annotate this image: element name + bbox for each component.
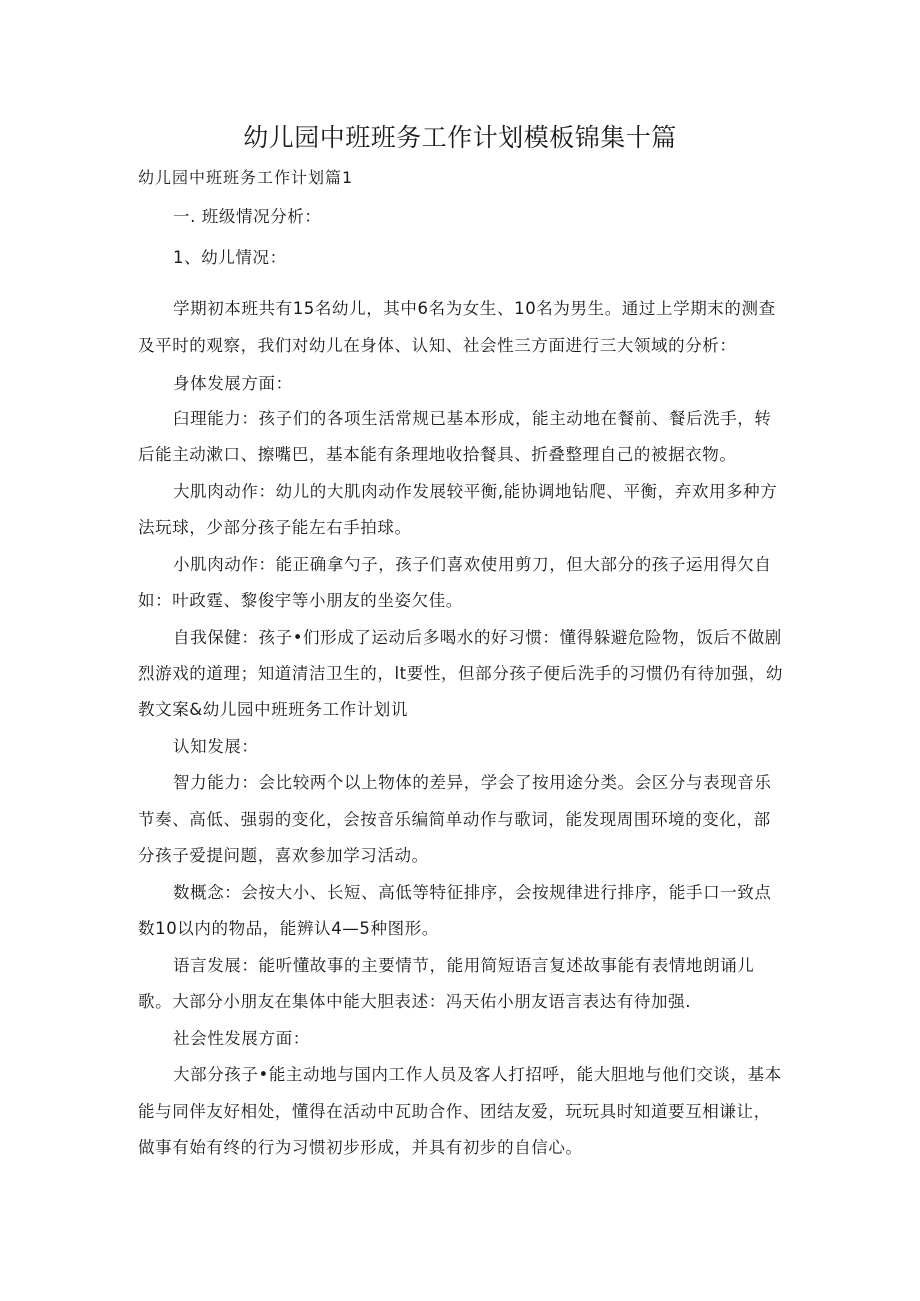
paragraph-line: 教文案&幼儿园中班班务工作计划讥 <box>138 700 408 719</box>
paragraph-line: 做事有始有终的行为习惯初步形成，并具有初步的自信心。 <box>138 1138 583 1157</box>
paragraph-line: 1、幼儿情况： <box>173 248 287 267</box>
paragraph-line: 大肌肉动作：幼儿的大肌肉动作发展较平衡,能协调地钻爬、平衡，弃欢用多种方 <box>173 482 778 501</box>
section-heading: 幼儿园中班班务工作计划篇1 <box>138 168 354 187</box>
paragraph-line: 社会性发展方面： <box>173 1029 310 1048</box>
document-title: 幼儿园中班班务工作计划模板锦集十篇 <box>243 123 677 152</box>
paragraph-line: 如：叶政霆、黎俊宇等小朋友的坐姿欠佳。 <box>138 591 463 610</box>
paragraph-line: 分孩子爱提问题，喜欢参加学习活动。 <box>138 846 429 865</box>
paragraph-line: 烈游戏的道理；知道清洁卫生的，lt要性，但部分孩子便后洗手的习惯仍有待加强，幼 <box>138 664 783 683</box>
paragraph-line: 能与同伴友好相处，懂得在活动中瓦助合作、团结友爱，玩玩具时知道要互相谦让， <box>138 1102 771 1121</box>
paragraph-line: 学期初本班共有15名幼儿，其中6名为女生、10名为男生。通过上学期末的测查 <box>173 299 776 318</box>
paragraph-line: 数概念：会按大小、长短、高低等特征排序，会按规律进行排序，能手口一致点 <box>173 883 772 902</box>
paragraph-line: 数10以内的物品，能辨认4—5种图形。 <box>138 919 439 938</box>
paragraph-line: 自我保健：孩子•们形成了运动后多喝水的好习惯：懂得躲避危险物，饭后不做剧 <box>173 628 782 647</box>
paragraph-line: 认知发展： <box>173 737 259 756</box>
paragraph-line: 法玩球，少部分孩子能左右手拍球。 <box>138 518 412 537</box>
paragraph-line: 及平时的观察，我们对幼儿在身体、认知、社会性三方面进行三大领域的分析： <box>138 336 737 355</box>
paragraph-line: 大部分孩子•能主动地与国内工作人员及客人打招呼，能大胆地与他们交谈，基本 <box>173 1065 782 1084</box>
paragraph-line: 后能主动漱口、擦嘴巴，基本能有条理地收拾餐具、折叠整理自己的被据衣物。 <box>138 445 737 464</box>
paragraph-line: 小肌肉动作：能正确拿勺子，孩子们喜欢使用剪刀，但大部分的孩子运用得欠自 <box>173 555 772 574</box>
paragraph-line: 节奏、高低、强弱的变化，会按音乐编简单动作与歌词，能发现周围环境的变化，部 <box>138 810 771 829</box>
paragraph-line: 一. 班级情况分析： <box>173 207 322 226</box>
paragraph-line: 歌。大部分小朋友在集体中能大胆表述：冯天佑小朋友语言表达有待加强. <box>138 992 692 1011</box>
paragraph-line: 语言发展：能听懂故事的主要情节，能用简短语言复述故事能有表情地朗诵儿 <box>173 956 755 975</box>
paragraph-line: 智力能力：会比较两个以上物体的差异，学会了按用途分类。会区分与表现音乐 <box>173 773 772 792</box>
paragraph-line: 身体发展方面： <box>173 374 293 393</box>
paragraph-line: 臼理能力：孩子们的各项生活常规已基本形成，能主动地在餐前、餐后洗手，转 <box>173 409 772 428</box>
